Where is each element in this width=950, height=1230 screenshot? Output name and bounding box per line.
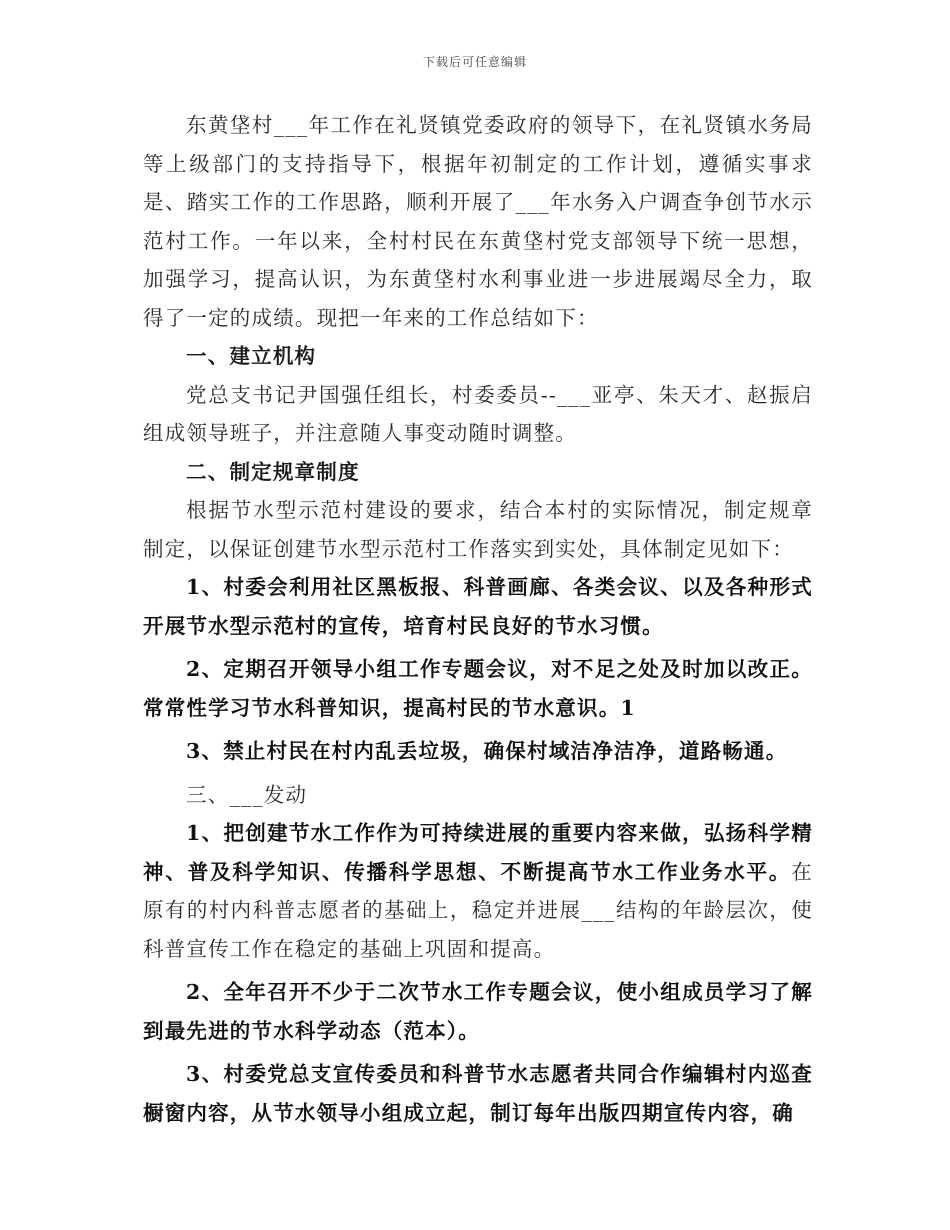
section-2-item-3: 3、禁止村民在村内乱丢垃圾，确保村域洁净洁净，道路畅通。 (186, 739, 788, 763)
section-2-item-2: 2、定期召开领导小组工作专题会议，对不足之处及时加以改正。常常性学习节水科普知识，提高村民的节水意识。1 (143, 657, 813, 720)
section-1-title: 一、建立机构 (186, 344, 317, 368)
section-3-item-2: 2、全年召开不少于二次节水工作专题会议，使小组成员学习了解到最先进的节水科学动态（范本）。 (143, 980, 813, 1043)
section-3-item-1-rest: 在原有的村内科普志愿者的基础上，稳定并进展___结构的年龄层次，使科普宣传工作在稳定的基础上巩固和提高。 (143, 859, 813, 961)
section-2-title: 二、制定规章制度 (186, 459, 360, 484)
section-3-item-1-bold: 1、把创建节水工作作为可持续进展的重要内容来做，弘扬科学精神、普及科学知识、传播科学思想、不断提高节水工作业务水平。 (143, 821, 813, 884)
section-3-item-3: 3、村委党总支宣传委员和科普节水志愿者共同合作编辑村内巡查橱窗内容，从节水领导小组成立起，制订每年出版四期宣传内容，确 (143, 1062, 813, 1125)
section-1-paragraph: 党总支书记尹国强任组长，村委委员--___亚亭、朱天才、赵振启组成领导班子，并注意随人事变动随时调整。 (143, 382, 813, 445)
section-3-title: 三、___发动 (186, 782, 308, 807)
section-2-item-1: 1、村委会利用社区黑板报、科普画廊、各类会议、以及各种形式开展节水型示范村的宣传，培育村民良好的节水习惯。 (143, 575, 813, 638)
section-2-paragraph: 根据节水型示范村建设的要求，结合本村的实际情况，制定规章制定，以保证创建节水型示范村工作落实到实处，具体制定见如下： (143, 498, 813, 561)
document-body (143, 106, 813, 1132)
page-header: 下载后可任意编辑 (422, 55, 527, 69)
intro-paragraph: 东黄垡村___年工作在礼贤镇党委政府的领导下，在礼贤镇水务局等上级部门的支持指导下，根据年初制定的工作计划，遵循实事求是、踏实工作的工作思路，顺利开展了___年水务入户调查争创节水示范村工作。一年以来，全村村民在东黄垡村党支部领导下统一思想，加强学习，提高认识，为东黄垡村水利事业进一步进展竭尽全力，取得了一定的成绩。现把一年来的工作总结如下： (143, 113, 813, 330)
section-3-item-1 (143, 814, 813, 968)
